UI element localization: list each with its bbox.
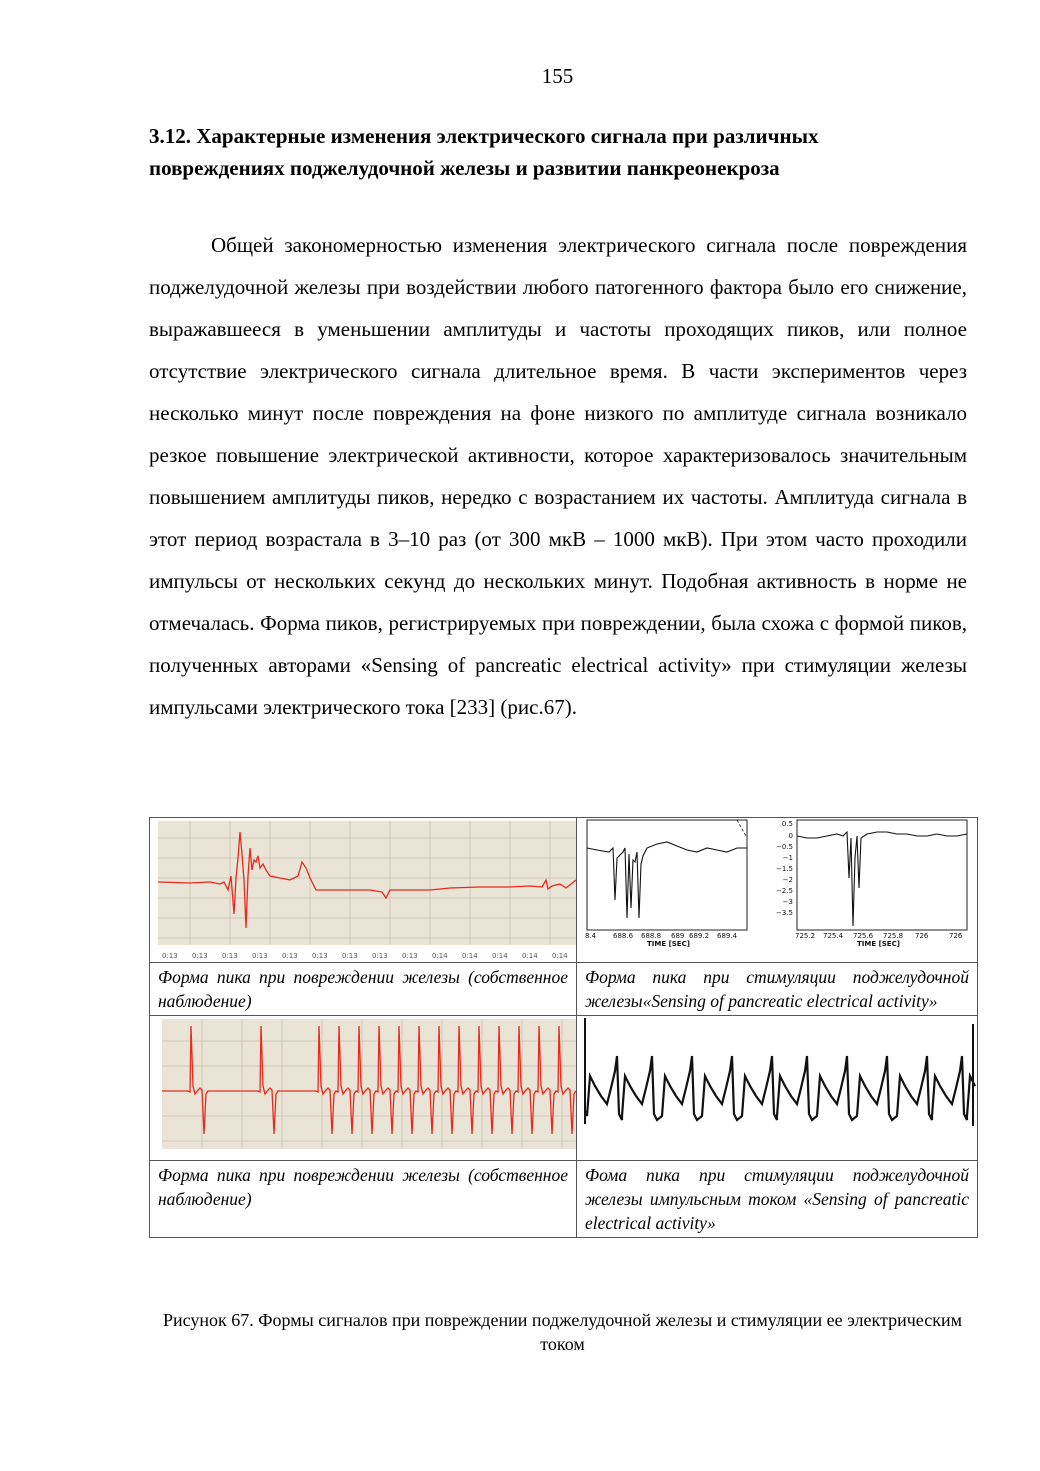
svg-text:0:14: 0:14: [432, 952, 448, 960]
svg-text:725.8: 725.8: [883, 932, 904, 940]
svg-text:−1: −1: [782, 854, 793, 862]
black-pulse-train: [585, 1056, 975, 1120]
svg-text:688.8: 688.8: [641, 932, 662, 940]
svg-text:−2.5: −2.5: [776, 887, 793, 895]
figure-cell-top-right-image: [577, 818, 978, 963]
figure-cell-bottom-left-image: [150, 1016, 577, 1161]
svg-text:8.4: 8.4: [585, 932, 597, 940]
svg-text:0:13: 0:13: [162, 952, 178, 960]
svg-text:−0.5: −0.5: [776, 843, 793, 851]
damage-peak-series-chart: [150, 1016, 576, 1160]
svg-text:0:13: 0:13: [252, 952, 268, 960]
figure-caption-top-left: Форма пика при повреждении железы (собственное наблюдение): [150, 963, 577, 1016]
svg-text:688.6: 688.6: [613, 932, 634, 940]
figure-cell-top-left-image: [150, 818, 577, 963]
svg-text:0:13: 0:13: [402, 952, 418, 960]
svg-text:726: 726: [915, 932, 929, 940]
figure-cell-bottom-right-image: [577, 1016, 978, 1161]
figure-67-table: [149, 817, 978, 1238]
svg-text:0:13: 0:13: [342, 952, 358, 960]
svg-text:725.6: 725.6: [853, 932, 874, 940]
svg-text:−3: −3: [782, 898, 793, 906]
svg-text:0:14: 0:14: [552, 952, 568, 960]
svg-text:0:13: 0:13: [372, 952, 388, 960]
figure-caption-top-right: Форма пика при стимуляции поджелудочной железы«Sensing of pancreatic electrical activity»: [577, 963, 978, 1016]
svg-text:−2: −2: [782, 876, 793, 884]
svg-text:0:14: 0:14: [492, 952, 508, 960]
figure-caption-bottom-right: Фома пика при стимуляции поджелудочной железы импульсным током «Sensing of pancreatic electrical activity»: [577, 1161, 978, 1238]
svg-text:725.4: 725.4: [823, 932, 844, 940]
svg-text:0:13: 0:13: [282, 952, 298, 960]
svg-text:TIME [SEC]: TIME [SEC]: [647, 940, 690, 948]
svg-text:0:13: 0:13: [192, 952, 208, 960]
svg-text:0:14: 0:14: [462, 952, 478, 960]
svg-text:726: 726: [949, 932, 963, 940]
damage-signal-chart: [150, 818, 576, 962]
page-number: 155: [541, 64, 574, 88]
svg-text:0:13: 0:13: [312, 952, 328, 960]
svg-text:0:13: 0:13: [222, 952, 238, 960]
svg-text:689: 689: [671, 932, 685, 940]
svg-text:0.5: 0.5: [781, 820, 793, 828]
svg-text:−1.5: −1.5: [776, 865, 793, 873]
svg-text:689.2: 689.2: [689, 932, 710, 940]
body-paragraph: Общей закономерностью изменения электрического сигнала после повреждения поджелудочной железы при воздействии любого патогенного фактора было его снижение, выражавшееся в уменьшении амплитуды и частоты проходящих пиков, или полное отсутствие электрического сигнала длительное время. В части экспериментов через несколько минут после повреждения на фоне низкого по амплитуде сигнала возникало резкое повышение электрической активности, которое характеризовалось значительным повышением амплитуды пиков, нередко с возрастанием их частоты. Амплитуда сигнала в этот период возрастала в 3–10 раз (от 300 мкВ – 1000 мкВ). При этом часто проходили импульсы от нескольких секунд до нескольких минут. Подобная активность в норме не отмечалась. Форма пиков, регистрируемых при повреждении, была схожа с формой пиков, полученных авторами «Sensing of pancreatic electrical activity» при стимуляции железы импульсами электрического тока [233] (рис.67).: [149, 233, 967, 719]
section-title: 3.12. Характерные изменения электрического сигнала при различных повреждениях поджелудочной железы и развитии панкреонекроза: [149, 124, 819, 180]
svg-text:0:14: 0:14: [522, 952, 538, 960]
stimulation-pulse-series-chart: [577, 1016, 977, 1160]
svg-text:0: 0: [788, 832, 793, 840]
svg-text:−3.5: −3.5: [776, 909, 793, 917]
svg-text:689.4: 689.4: [717, 932, 738, 940]
figure-caption: Рисунок 67. Формы сигналов при повреждении поджелудочной железы и стимуляции ее электрическим током: [163, 1310, 962, 1354]
stimulation-traces-chart: [577, 818, 977, 962]
svg-text:TIME [SEC]: TIME [SEC]: [857, 940, 900, 948]
svg-text:725.2: 725.2: [795, 932, 816, 940]
figure-caption-bottom-left: Форма пика при повреждении железы (собственное наблюдение): [150, 1161, 577, 1238]
